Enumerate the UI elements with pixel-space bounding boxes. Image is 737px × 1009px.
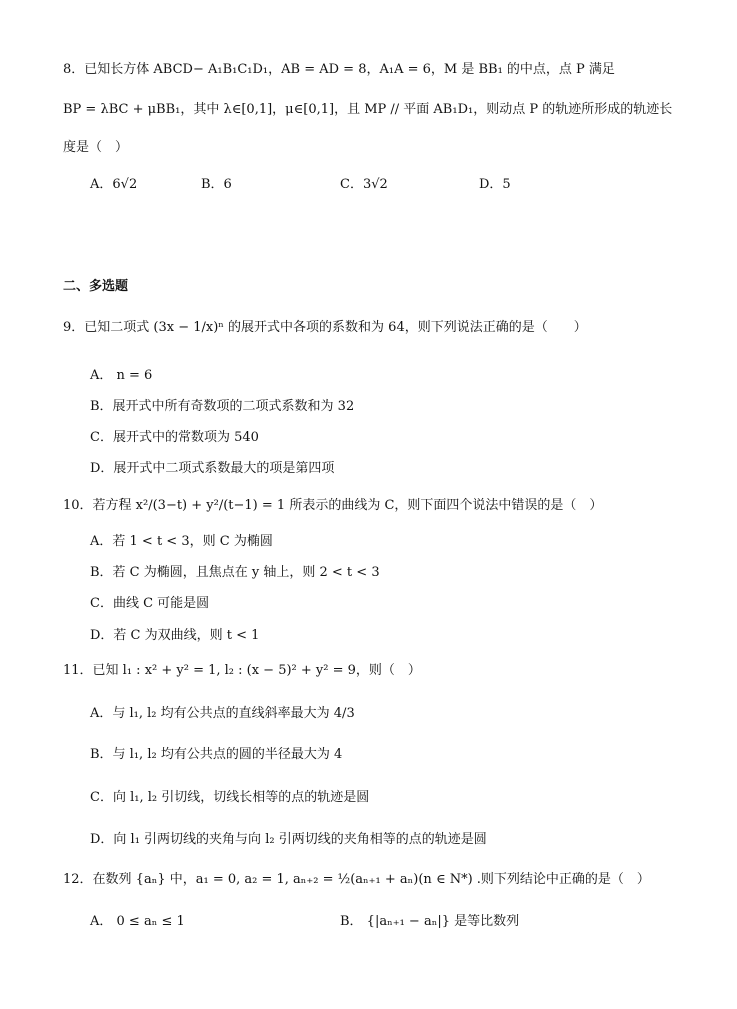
q10-stem-text: 10．若方程 x²/(3−t) + y²/(t−1) = 1 所表示的曲线为 C，则下面四个说法中错误的是（ ） xyxy=(63,498,603,513)
q10-option-b xyxy=(90,563,380,583)
q12-stem xyxy=(63,870,650,890)
q12-option-b: B． {|aₙ₊₁ − aₙ|} 是等比数列 xyxy=(340,914,520,929)
q11-option-b-text: B．与 l₁, l₂ 均有公共点的圆的半径最大为 4 xyxy=(90,747,343,762)
q11-stem xyxy=(63,661,421,681)
q11-option-a xyxy=(90,704,355,724)
q11-option-b xyxy=(90,745,342,765)
q8-line3-text: 度是（ ） xyxy=(63,140,129,155)
q9-option-b xyxy=(90,397,354,417)
q11-option-d-text: D．向 l₁ 引两切线的夹角与向 l₂ 引两切线的夹角相等的点的轨迹是圆 xyxy=(90,832,487,847)
q9-option-b-text: B．展开式中所有奇数项的二项式系数和为 32 xyxy=(90,399,355,414)
q10-option-a-text: A．若 1 < t < 3，则 C 为椭圆 xyxy=(90,534,273,549)
q8-option-a: A．6√2 xyxy=(90,177,138,192)
q10-option-a xyxy=(90,532,273,552)
q10-option-b-text: B．若 C 为椭圆，且焦点在 y 轴上，则 2 < t < 3 xyxy=(90,565,380,580)
q8-line1 xyxy=(63,60,615,80)
q8-option-b: B．6 xyxy=(201,177,232,192)
q9-option-c-text: C．展开式中的常数项为 540 xyxy=(90,430,259,445)
q8-line3 xyxy=(63,138,128,158)
q11-stem-text: 11．已知 l₁ : x² + y² = 1, l₂ : (x − 5)² + y² = 9，则（ ） xyxy=(63,663,421,678)
q12-stem-text: 12．在数列 {aₙ} 中，a₁ = 0, a₂ = 1, aₙ₊₂ = ½(aₙ₊₁ + aₙ)(n ∈ N*) .则下列结论中正确的是（ ） xyxy=(63,872,650,887)
section-title xyxy=(63,277,128,297)
q8-line2-text: BP = λBC + μBB₁，其中 λ∈[0,1]，μ∈[0,1]，且 MP // 平面 AB₁D₁，则动点 P 的轨迹所形成的轨迹长 xyxy=(63,102,673,117)
q9-option-d xyxy=(90,459,334,479)
q10-option-c xyxy=(90,594,209,614)
q11-option-c-text: C．向 l₁, l₂ 引切线，切线长相等的点的轨迹是圆 xyxy=(90,790,370,805)
q8-line1-text: 8．已知长方体 ABCD− A₁B₁C₁D₁，AB = AD = 8，A₁A = 6，M 是 BB₁ 的中点，点 P 满足 xyxy=(63,62,615,77)
q9-option-c xyxy=(90,428,259,448)
q9-option-d-text: D．展开式中二项式系数最大的项是第四项 xyxy=(90,461,335,476)
q9-stem xyxy=(63,318,587,338)
q11-option-d xyxy=(90,830,487,850)
q9-stem-text: 9．已知二项式 (3x − 1/x)ⁿ 的展开式中各项的系数和为 64，则下列说法正确的是（ ） xyxy=(63,320,587,335)
q10-option-d-text: D．若 C 为双曲线，则 t < 1 xyxy=(90,628,260,643)
q10-option-d xyxy=(90,626,259,646)
q9-option-a-text: A． n = 6 xyxy=(90,368,153,383)
section-title-text: 二、多选题 xyxy=(63,279,129,294)
q8-option-c: C．3√2 xyxy=(340,177,388,192)
q12-option-a: A． 0 ≤ aₙ ≤ 1 xyxy=(90,914,185,929)
q9-option-a xyxy=(90,366,152,386)
q11-option-c xyxy=(90,788,369,808)
q8-option-d: D．5 xyxy=(479,177,511,192)
q11-option-a-text: A．与 l₁, l₂ 均有公共点的直线斜率最大为 4/3 xyxy=(90,706,355,721)
q8-line2 xyxy=(63,100,672,120)
q10-stem xyxy=(63,496,602,516)
q10-option-c-text: C．曲线 C 可能是圆 xyxy=(90,596,210,611)
